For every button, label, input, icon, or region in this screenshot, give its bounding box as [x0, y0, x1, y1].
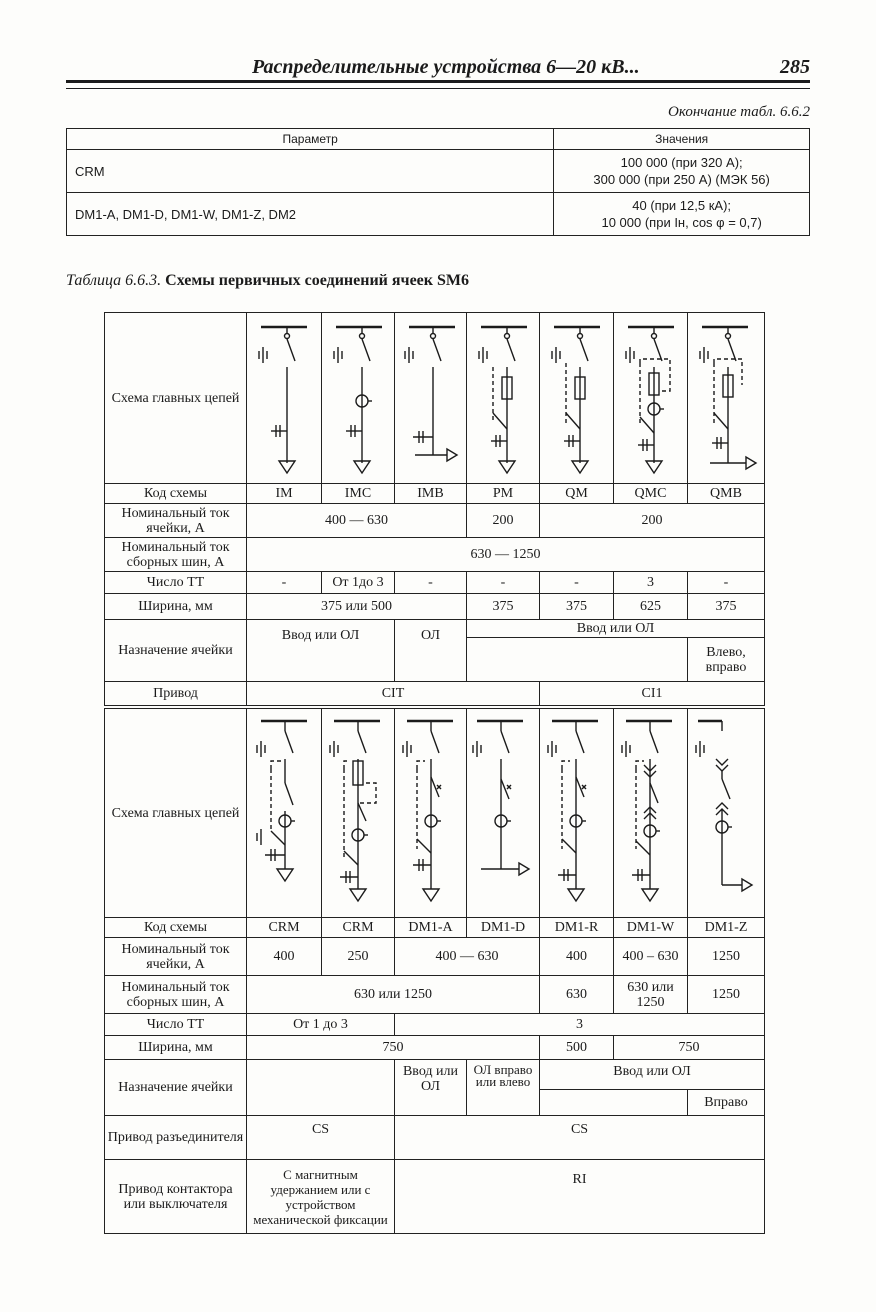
code-cell: CRM: [322, 918, 395, 938]
switch-fuse-schematic-icon: [467, 313, 540, 483]
purpose-value: ОЛ: [395, 620, 467, 682]
header-rule-thin: [66, 88, 810, 89]
row-label-code: Код схемы: [105, 918, 247, 938]
schema-imc: [322, 313, 395, 484]
ct-row: [105, 572, 765, 594]
schema-dm1-r: [540, 709, 614, 918]
schema-imb: [395, 313, 467, 484]
code-cell: DM1-R: [540, 918, 614, 938]
ct-value: 3: [395, 1014, 765, 1036]
purpose-row: [105, 1060, 765, 1090]
code-cell: QM: [540, 484, 614, 504]
switch-fuse-ct-schematic-icon: [614, 313, 688, 483]
schema-qm: [540, 313, 614, 484]
schema-crm-2: [322, 709, 395, 918]
width-row: [105, 1036, 765, 1060]
row-label-cell-current: Номинальный ток ячейки, А: [105, 504, 247, 538]
purpose-row: [105, 620, 765, 638]
drive-value: CIT: [247, 682, 540, 706]
switch-disconnector-ct-schematic-icon: [322, 313, 395, 483]
schema-row: [105, 709, 765, 918]
purpose-value: ОЛ вправо или влево: [467, 1060, 540, 1116]
value-line: 40 (при 12,5 кА);: [632, 198, 732, 213]
bus-current-value: 630 или 1250: [614, 976, 688, 1014]
ct-row: [105, 1014, 765, 1036]
schema-pm: [467, 313, 540, 484]
column-header-parameter: Параметр: [67, 129, 554, 150]
row-label-drive: Привод: [105, 682, 247, 706]
width-value: 750: [247, 1036, 540, 1060]
bus-current-value: 1250: [688, 976, 765, 1014]
schema-qmc: [614, 313, 688, 484]
drive-row: [105, 682, 765, 706]
switch-fuse-combination-schematic-icon: [540, 313, 614, 483]
width-value: 750: [614, 1036, 765, 1060]
cell-current-value: 400 – 630: [614, 938, 688, 976]
row-label-code: Код схемы: [105, 484, 247, 504]
circuit-breaker-ct-schematic-icon: [540, 709, 614, 917]
width-value: 375: [688, 594, 765, 620]
column-header-values: Значения: [554, 129, 810, 150]
value-cell: [554, 193, 810, 236]
value-line: 100 000 (при 320 А);: [620, 155, 743, 170]
running-header-title: Распределительные устройства 6—20 кВ...: [252, 56, 640, 78]
ct-cell: -: [395, 572, 467, 594]
schema-qmb: [688, 313, 765, 484]
cell-current-value: 200: [467, 504, 540, 538]
value-line: 10 000 (при Iн, cos φ = 0,7): [601, 215, 762, 230]
page-number: 285: [780, 56, 810, 78]
table-6-6-2: [66, 128, 810, 236]
row-label-purpose: Назначение ячейки: [105, 1060, 247, 1116]
table-caption: [66, 272, 469, 290]
table-number: Таблица 6.6.3.: [66, 272, 162, 289]
cell-current-value: 400: [247, 938, 322, 976]
code-cell: IMC: [322, 484, 395, 504]
ct-cell: -: [467, 572, 540, 594]
schema-im: [247, 313, 322, 484]
circuit-breaker-side-exit-schematic-icon: [467, 709, 540, 917]
bus-current-row: [105, 538, 765, 572]
row-label-schema: Схема главных цепей: [105, 709, 247, 918]
disconnector-drive-row: [105, 1116, 765, 1160]
contactor-drive-value: RI: [395, 1160, 765, 1234]
code-cell: CRM: [247, 918, 322, 938]
contactor-fuse-schematic-icon: [247, 709, 322, 917]
code-cell: PM: [467, 484, 540, 504]
disconnector-drive-value: CS: [395, 1116, 765, 1160]
purpose-blank: [540, 1090, 688, 1116]
row-label-cell-current: Номинальный ток ячейки, А: [105, 938, 247, 976]
purpose-value: Ввод или ОЛ: [395, 1060, 467, 1116]
parameter-cell: DM1-A, DM1-D, DM1-W, DM1-Z, DM2: [67, 193, 554, 236]
ct-value: От 1 до 3: [247, 1014, 395, 1036]
code-cell: DM1-A: [395, 918, 467, 938]
switch-disconnector-side-exit-schematic-icon: [395, 313, 467, 483]
cell-current-value: 200: [540, 504, 765, 538]
purpose-blank: [247, 1060, 395, 1116]
width-value: 500: [540, 1036, 614, 1060]
row-label-width: Ширина, мм: [105, 1036, 247, 1060]
cell-current-row: [105, 504, 765, 538]
row-label-ct: Число ТТ: [105, 572, 247, 594]
value-cell: [554, 150, 810, 193]
circuit-breaker-schematic-icon: [395, 709, 467, 917]
cell-current-value: 1250: [688, 938, 765, 976]
width-value: 375: [540, 594, 614, 620]
ct-cell: -: [247, 572, 322, 594]
purpose-value: Ввод или ОЛ: [540, 1060, 765, 1090]
table-header-row: [67, 129, 810, 150]
ct-cell: 3: [614, 572, 688, 594]
parameter-cell: CRM: [67, 150, 554, 193]
width-row: [105, 594, 765, 620]
width-value: 375 или 500: [247, 594, 467, 620]
cell-current-value: 400 — 630: [395, 938, 540, 976]
ct-cell: -: [540, 572, 614, 594]
schema-dm1-d: [467, 709, 540, 918]
purpose-value: Вправо: [688, 1090, 765, 1116]
code-cell: QMC: [614, 484, 688, 504]
code-cell: IMB: [395, 484, 467, 504]
schema-dm1-a: [395, 709, 467, 918]
row-label-purpose: Назначение ячейки: [105, 620, 247, 682]
width-value: 625: [614, 594, 688, 620]
row-label-disconnector-drive: Привод разъединителя: [105, 1116, 247, 1160]
bus-current-value: 630 — 1250: [247, 538, 765, 572]
cell-current-value: 250: [322, 938, 395, 976]
cell-current-value: 400: [540, 938, 614, 976]
row-label-ct: Число ТТ: [105, 1014, 247, 1036]
bus-current-value: 630: [540, 976, 614, 1014]
value-line: 300 000 (при 250 А) (МЭК 56): [593, 172, 770, 187]
sm6-schemes-table-part1: [104, 312, 765, 706]
cell-current-row: [105, 938, 765, 976]
code-cell: DM1-D: [467, 918, 540, 938]
contactor-fuse-ct-schematic-icon: [322, 709, 395, 917]
schema-row: [105, 313, 765, 484]
code-cell: DM1-Z: [688, 918, 765, 938]
drive-value: CI1: [540, 682, 765, 706]
cell-current-value: 400 — 630: [247, 504, 467, 538]
contactor-drive-row: [105, 1160, 765, 1234]
sm6-schemes-table-part2: [104, 708, 765, 1234]
switch-fuse-side-exit-schematic-icon: [688, 313, 765, 483]
withdrawable-breaker-schematic-icon: [614, 709, 688, 917]
purpose-value: Ввод или ОЛ: [247, 620, 395, 682]
code-cell: IM: [247, 484, 322, 504]
schema-crm-1: [247, 709, 322, 918]
schema-dm1-w: [614, 709, 688, 918]
table-continuation-note: Окончание табл. 6.6.2: [668, 104, 810, 120]
row-label-bus-current: Номинальный ток сборных шин, А: [105, 976, 247, 1014]
table-title: Схемы первичных соединений ячеек SM6: [165, 272, 469, 289]
withdrawable-breaker-side-exit-schematic-icon: [688, 709, 765, 917]
code-cell: QMB: [688, 484, 765, 504]
purpose-value: Ввод или ОЛ: [467, 620, 765, 638]
purpose-blank: [467, 638, 688, 682]
table-row: [67, 150, 810, 193]
table-row: [67, 193, 810, 236]
disconnector-drive-value: CS: [247, 1116, 395, 1160]
bus-current-row: [105, 976, 765, 1014]
code-row: [105, 484, 765, 504]
purpose-value: Влево, вправо: [688, 638, 765, 682]
ct-cell: -: [688, 572, 765, 594]
code-row: [105, 918, 765, 938]
row-label-contactor-drive: Привод контактора или выключателя: [105, 1160, 247, 1234]
row-label-bus-current: Номинальный ток сборных шин, А: [105, 538, 247, 572]
ct-cell: От 1до 3: [322, 572, 395, 594]
switch-disconnector-schematic-icon: [247, 313, 322, 483]
contactor-drive-value: С магнитным удержанием или с устройством механической фиксации: [247, 1160, 395, 1234]
width-value: 375: [467, 594, 540, 620]
schema-dm1-z: [688, 709, 765, 918]
code-cell: DM1-W: [614, 918, 688, 938]
row-label-schema: Схема главных цепей: [105, 313, 247, 484]
bus-current-value: 630 или 1250: [247, 976, 540, 1014]
row-label-width: Ширина, мм: [105, 594, 247, 620]
header-rule-thick: [66, 80, 810, 83]
